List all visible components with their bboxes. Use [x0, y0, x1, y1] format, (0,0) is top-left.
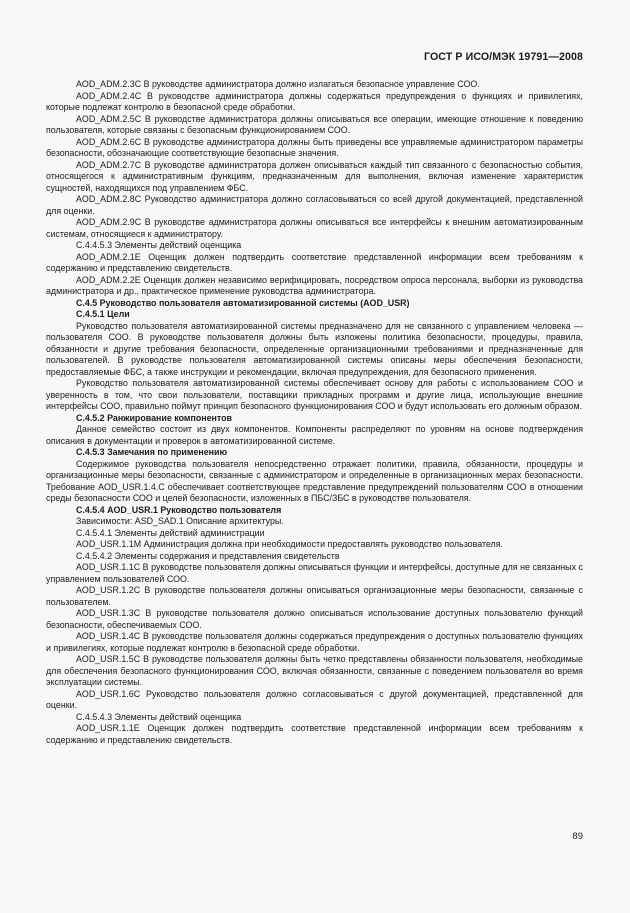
page-number: 89: [572, 831, 583, 842]
document-header: ГОСТ Р ИСО/МЭК 19791—2008: [424, 51, 583, 63]
body-paragraph: AOD_USR.1.1E Оценщик должен подтвердить соответствие представленной информации всем требованиям к содержанию и представлению свидетельств.: [46, 723, 583, 745]
section-heading: С.4.5.2 Ранжирование компонентов: [76, 412, 233, 423]
body-paragraph: AOD_ADM.2.6C В руководстве администратора должны быть приведены все управляемые администратором параметры безопасности, обозначающие соответствующие безопасные значения.: [46, 136, 583, 158]
body-paragraph: AOD_USR.1.5C В руководстве пользователя должны быть четко представлены обязанности пользователя, необходимые для обеспечения безопасного функционирования СОО, включая обязанности, связанные с поведением пользователя во время эксплуатации системы.: [46, 654, 583, 687]
body-paragraph: AOD_USR.1.1C В руководстве пользователя должны описываться функции и интерфейсы, доступные для не связанных с управлением пользователей СОО.: [46, 562, 583, 584]
body-paragraph: AOD_USR.1.1M Администрация должна при необходимости предоставлять руководство пользователя.: [76, 539, 504, 549]
body-paragraph: AOD_ADM.2.5C В руководстве администратора должны описываться все операции, имеющие отношение к поведению пользователя, которые связаны с безопасным функционированием СОО.: [46, 113, 583, 135]
body-paragraph: AOD_ADM.2.8C Руководство администратора должно согласовываться со всей другой документацией, представленной для оценки.: [46, 194, 583, 216]
document-page: [46, 0, 583, 913]
body-paragraph: AOD_ADM.2.4C В руководстве администратора должны содержаться предупреждения о функциях и привилегиях, которые подлежат контролю в безопасной среде обработки.: [46, 90, 583, 112]
body-paragraph: AOD_ADM.2.7C В руководстве администратора должен описываться каждый тип связанного с безопасностью события, относящегося к административным функциям, предназначенным для выполнения, включая изменение характеристик сущностей, находящихся под управлением ФБС.: [46, 159, 583, 193]
body-paragraph: Данное семейство состоит из двух компонентов. Компоненты распределяют по уровням на основе подтверждения описания в документации и проверок в автоматизированной системе.: [46, 424, 583, 446]
document-body: [46, 79, 583, 746]
section-heading: С.4.5.3 Замечания по применению: [76, 447, 228, 457]
body-paragraph: С.4.5.4.2 Элементы содержания и представления свидетельств: [76, 550, 340, 561]
body-paragraph: С.4.4.5.3 Элементы действий оценщика: [76, 240, 242, 250]
body-paragraph: Содержимое руководства пользователя непосредственно отражает политики, правила, обязанности, процедуры и организационные меры безопасности, связанные с администратором и определенные в организационных мерах безопасности. Требование AOD_USR.1.4.C обеспечивает соответствующее представление предупреждений пользователям СОО в отношении среды безопасности СОО и целей безопасности, изложенных в ПБС/ЗБС в руководстве пользователя.: [46, 458, 583, 503]
body-paragraph: AOD_ADM.2.9C В руководстве администратора должны описываться все интерфейсы к внешним автоматизированным системам, относящиеся к администратору.: [46, 217, 583, 239]
body-paragraph: AOD_USR.1.2C В руководстве пользователя должны описываться организационные меры безопасности, связанные с пользователем.: [46, 585, 583, 607]
body-paragraph: AOD_USR.1.4C В руководстве пользователя должны содержаться предупреждения о доступных пользователю функциях и привилегиях, которые подлежат контролю в безопасной среде обработки.: [46, 631, 583, 653]
body-paragraph: AOD_ADM.2.3C В руководстве администратора должно излагаться безопасное управление СОО.: [76, 79, 480, 89]
body-paragraph: AOD_USR.1.3C В руководстве пользователя должно описываться использование доступных пользователю функций безопасности, обеспечиваемых СОО.: [46, 608, 583, 630]
body-paragraph: Руководство пользователя автоматизированной системы обеспечивает основу для работы с использованием СОО и уверенность в том, что свои пользователи, поставщики прикладных программ и другие лица, использующие внешние интерфейсы СОО, правильно поймут принцип безопасного функционирования СОО и будут использовать его должным образом.: [46, 378, 583, 411]
body-paragraph: AOD_ADM.2.2E Оценщик должен независимо верифицировать, посредством опроса персонала, выборки из руководства администратора и др., практическое применение руководства администратора.: [46, 274, 583, 296]
body-paragraph: AOD_ADM.2.1E Оценщик должен подтвердить соответствие представленной информации всем требованиям к содержанию и представлению свидетельств.: [46, 251, 583, 273]
section-heading: С.4.5 Руководство пользователя автоматизированной системы (AOD_USR): [76, 297, 410, 308]
body-paragraph: Руководство пользователя автоматизированной системы предназначено для не связанного с управлением человека — пользователя СОО. В руководстве пользователя должны быть изложены политика безопасности, процедуры, правила, обязанности и другие требования безопасности, определенные организационными требованиями и предназначенные для пользователей. В руководстве пользователя автоматизированной системы описаны меры обеспечения безопасности, предоставляемые ФБС, а также инструкции и рекомендации, включая предупреждения, для безопасного применения.: [46, 320, 583, 377]
section-heading: С.4.5.4 AOD_USR.1 Руководство пользователя: [76, 504, 282, 515]
body-paragraph: С.4.5.4.3 Элементы действий оценщика: [76, 711, 242, 722]
body-paragraph: AOD_USR.1.6C Руководство пользователя должно согласовываться с другой документацией, представленной для оценки.: [46, 688, 583, 710]
body-paragraph: Зависимости: ASD_SAD.1 Описание архитектуры.: [76, 516, 284, 526]
body-paragraph: С.4.5.4.1 Элементы действий администрации: [76, 527, 265, 538]
section-heading: С.4.5.1 Цели: [76, 309, 130, 319]
